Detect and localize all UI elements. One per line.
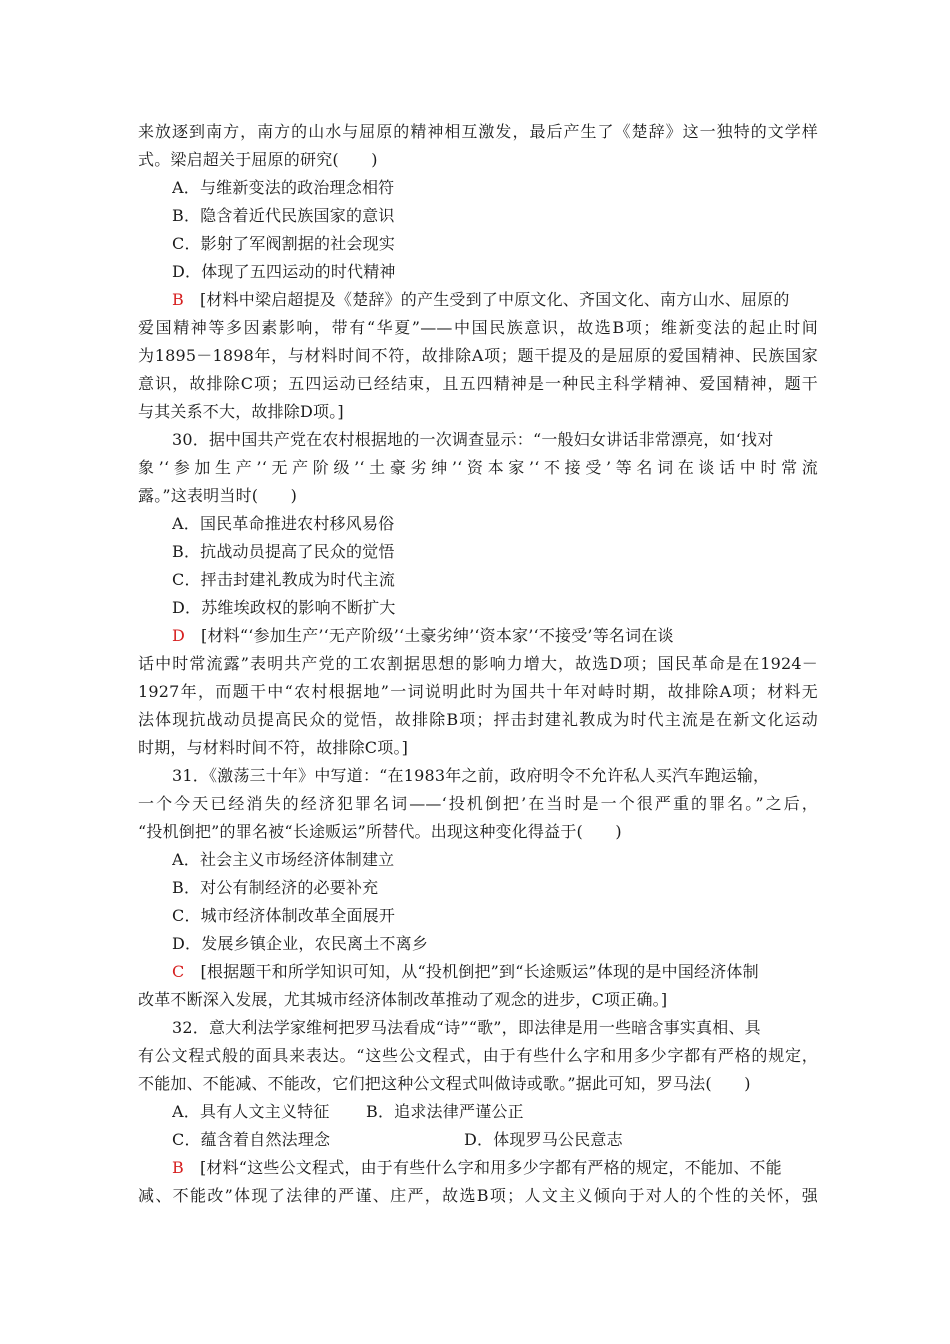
q30-stem-line-3: 露。”这表明当时( ) xyxy=(138,486,298,505)
q29-stem-line-1: 来放逐到南方，南方的山水与屈原的精神相互激发，最后产生了《楚辞》这一独特的文学样 xyxy=(138,122,818,141)
q31-stem-line-1: 31．《激荡三十年》中写道：“在1983年之前，政府明令不允许私人买汽车跑运输， xyxy=(172,766,770,785)
q32-option-b: B．追求法律严谨公正 xyxy=(366,1102,524,1121)
q32-stem-line-1: 32．意大利法学家维柯把罗马法看成“诗”“歌”，即法律是用一些暗含事实真相、具 xyxy=(172,1018,761,1037)
q29-explanation-line-5: 与其关系不大，故排除D项。] xyxy=(138,402,344,421)
q31-option-b: B．对公有制经济的必要补充 xyxy=(172,878,379,897)
q32-explanation-line-2: 减、不能改”体现了法律的严谨、庄严，故选B项；人文主义倾向于对人的个性的关怀，强 xyxy=(138,1186,818,1205)
q31-explanation-line-1 xyxy=(172,962,818,982)
q30-option-d: D．苏维埃政权的影响不断扩大 xyxy=(172,598,396,617)
q32-option-d: D．体现罗马公民意志 xyxy=(464,1130,623,1149)
q30-answer-letter: D xyxy=(172,626,186,645)
q29-option-a: A．与维新变法的政治理念相符 xyxy=(172,178,395,197)
q30-explanation-line-3: 1927年，而题干中“农村根据地”一词说明此时为国共十年对峙时期，故排除A项；材料无 xyxy=(138,682,818,701)
q32-option-c: C．蕴含着自然法理念 xyxy=(172,1130,331,1149)
q29-explanation-line-4: 意识，故排除C项；五四运动已经结束，且五四精神是一种民主科学精神、爱国精神，题干 xyxy=(138,374,818,393)
q29-stem-line-2: 式。梁启超关于屈原的研究( ) xyxy=(138,150,378,169)
q32-stem-line-3: 不能加、不能减、不能改，它们把这种公文程式叫做诗或歌。”据此可知，罗马法( ) xyxy=(138,1074,751,1093)
q32-stem-line-2: 有公文程式般的面具来表达。“这些公文程式，由于有些什么字和用多少字都有严格的规定， xyxy=(138,1046,818,1065)
q32-option-a: A．具有人文主义特征 xyxy=(172,1102,330,1121)
q29-explanation-text-1: [材料中梁启超提及《楚辞》的产生受到了中原文化、齐国文化、南方山水、屈原的 xyxy=(199,290,790,309)
q30-explanation-line-4: 法体现抗战动员提高民众的觉悟，故排除B项；抨击封建礼教成为时代主流是在新文化运动 xyxy=(138,710,818,729)
q32-options-row-1 xyxy=(172,1102,852,1122)
q31-explanation-line-2: 改革不断深入发展，尤其城市经济体制改革推动了观念的进步，C项正确。] xyxy=(138,990,668,1009)
q30-explanation-line-5: 时期，与材料时间不符，故排除C项。] xyxy=(138,738,409,757)
q30-explanation-text-1: [材料“‘参加生产’‘无产阶级’‘土豪劣绅’‘资本家’‘不接受’等名词在谈 xyxy=(201,626,674,645)
q29-option-b: B．隐含着近代民族国家的意识 xyxy=(172,206,395,225)
q29-explanation-line-1 xyxy=(172,290,818,310)
q31-answer-letter: C xyxy=(172,962,185,981)
q30-stem-line-1: 30．据中国共产党在农村根据地的一次调查显示：“一般妇女讲话非常漂亮，如‘找对 xyxy=(172,430,774,449)
q31-option-d: D．发展乡镇企业，农民离土不离乡 xyxy=(172,934,429,953)
q29-option-c: C．影射了军阀割据的社会现实 xyxy=(172,234,396,253)
q32-options-row-2 xyxy=(172,1130,852,1150)
q31-stem-line-3: “投机倒把”的罪名被“长途贩运”所替代。出现这种变化得益于( ) xyxy=(138,822,622,841)
q31-option-a: A．社会主义市场经济体制建立 xyxy=(172,850,395,869)
q30-explanation-line-1 xyxy=(172,626,818,646)
q29-option-d: D．体现了五四运动的时代精神 xyxy=(172,262,396,281)
q30-explanation-line-2: 话中时常流露”表明共产党的工农割据思想的影响力增大，故选D项；国民革命是在1924－ xyxy=(138,654,818,673)
q32-explanation-line-1 xyxy=(172,1158,818,1178)
q31-stem-line-2: 一个今天已经消失的经济犯罪名词——‘投机倒把’在当时是一个很严重的罪名。”之后， xyxy=(138,794,818,813)
q30-option-a: A．国民革命推进农村移风易俗 xyxy=(172,514,395,533)
q30-option-b: B．抗战动员提高了民众的觉悟 xyxy=(172,542,395,561)
q29-answer-letter: B xyxy=(172,290,184,309)
q29-explanation-line-3: 为1895－1898年，与材料时间不符，故排除A项；题干提及的是屈原的爱国精神、民族国家 xyxy=(138,346,818,365)
q31-explanation-text-1: [根据题干和所学知识可知，从“投机倒把”到“长途贩运”体现的是中国经济体制 xyxy=(200,962,759,981)
q32-answer-letter: B xyxy=(172,1158,184,1177)
q32-explanation-text-1: [材料“这些公文程式，由于有些什么字和用多少字都有严格的规定，不能加、不能 xyxy=(199,1158,782,1177)
q31-option-c: C．城市经济体制改革全面展开 xyxy=(172,906,396,925)
q29-explanation-line-2: 爱国精神等多因素影响，带有“华夏”——中国民族意识，故选B项；维新变法的起止时间 xyxy=(138,318,818,337)
q30-option-c: C．抨击封建礼教成为时代主流 xyxy=(172,570,396,589)
q30-stem-line-2: 象’‘参加生产’‘无产阶级’‘土豪劣绅’‘资本家’‘不接受’等名词在谈话中时常流 xyxy=(138,458,818,477)
